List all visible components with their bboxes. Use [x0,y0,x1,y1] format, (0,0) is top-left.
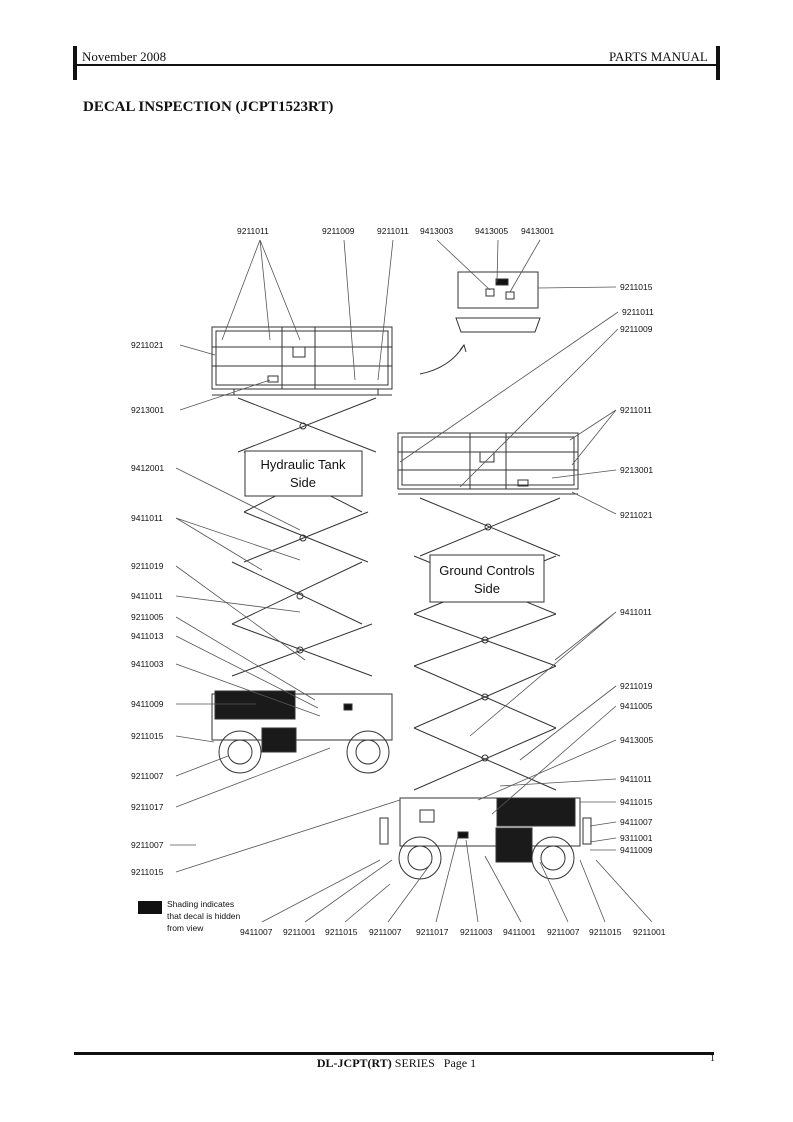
callout-label: 9411001 [503,927,536,937]
callout-label: 9211017 [416,927,449,937]
corner-page-number: 1 [710,1053,715,1064]
ground-box-line1: Ground Controls [439,563,535,578]
callout-label: 9211007 [547,927,580,937]
control-box-inset [420,272,540,374]
ground-box-line2: Side [473,581,501,596]
callout-label: 9211009 [322,226,355,236]
callout-label: 9412001 [131,463,165,473]
hydraulic-box-line1: Hydraulic Tank [260,457,346,472]
legend-line: Shading indicates [167,899,235,909]
callout-label: 9411011 [131,591,163,601]
callout-label: 9211015 [325,927,358,937]
callout-label: 9413005 [475,226,509,236]
callout-label: 9411011 [620,607,652,617]
callout-label: 9411011 [131,513,163,523]
callout-label: 9411003 [131,659,164,669]
callout-label: 9211007 [131,771,164,781]
callout-label: 9411007 [240,927,273,937]
callout-label: 9411005 [620,701,653,711]
legend-line: that decal is hidden [167,911,241,921]
footer-rule [74,1052,714,1055]
callout-label: 9211003 [460,927,493,937]
footer-series-bold: DL-JCPT(RT) [316,1056,392,1070]
callout-label: 9411015 [620,797,653,807]
callout-label: 9211001 [283,927,316,937]
callout-label: 9213001 [131,405,165,415]
ground-side-chassis [380,798,591,879]
callout-label: 9211007 [131,840,164,850]
callout-label: 9211011 [620,405,652,415]
callout-label: 9411009 [131,699,164,709]
callout-label: 9211021 [131,340,164,350]
callout-label: 9213001 [620,465,654,475]
hydraulic-side-platform [212,327,392,395]
callout-label: 9211019 [620,681,653,691]
hydraulic-side-scissors [232,398,376,676]
callout-label: 9211015 [131,731,164,741]
top-labels [237,226,554,236]
callout-label: 9411009 [620,845,653,855]
callout-label: 9411007 [620,817,653,827]
callout-label: 9211015 [131,867,164,877]
header-date: November 2008 [82,49,167,64]
callout-label: 9211017 [131,802,164,812]
shading-legend [138,899,241,933]
page-title: DECAL INSPECTION (JCPT1523RT) [83,99,334,115]
right-labels [620,282,654,855]
callout-label: 9413003 [420,226,454,236]
footer-series [0,1056,793,1071]
bottom-labels [240,927,666,937]
ground-side-platform [398,433,578,494]
callout-label: 9211021 [620,510,653,520]
callout-label: 9211015 [589,927,622,937]
callout-label: 9211001 [633,927,666,937]
callout-label: 9413005 [620,735,654,745]
callout-label: 9411011 [620,774,652,784]
callout-label: 9413001 [521,226,555,236]
callout-label: 9311001 [620,833,653,843]
callout-label: 9211009 [620,324,653,334]
callout-label: 9211005 [131,612,164,622]
callout-label: 9211011 [377,226,409,236]
callout-label: 9411013 [131,631,164,641]
left-labels [131,340,164,877]
callout-label: 9211007 [369,927,402,937]
hydraulic-box-line2: Side [289,475,317,490]
hydraulic-side-chassis [212,691,392,773]
callout-label: 9211011 [622,307,654,317]
callout-label: 9211019 [131,561,164,571]
shading-swatch [138,901,162,914]
footer-series-rest: SERIES [391,1056,435,1070]
callout-label: 9211015 [620,282,653,292]
legend-line: from view [167,923,204,933]
callout-label: 9211011 [237,226,269,236]
footer-page-label: Page 1 [443,1056,477,1070]
header-manual-name: PARTS MANUAL [609,49,708,64]
